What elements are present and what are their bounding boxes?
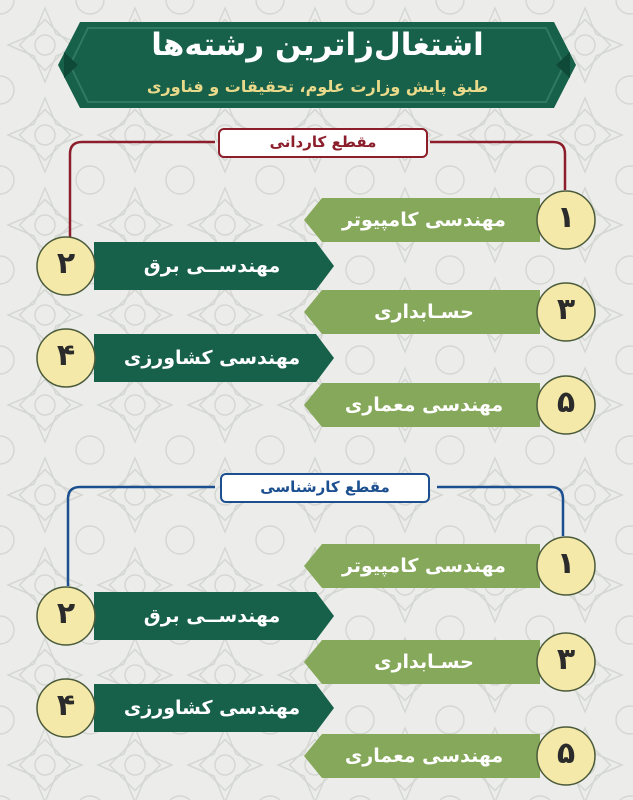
list-item-bachelor-5: [300, 726, 597, 786]
item-label: مهندسی معماری: [344, 394, 504, 416]
item-number: ۳: [556, 642, 576, 677]
item-label: حسـابداری: [374, 301, 474, 323]
item-number: ۲: [56, 246, 76, 281]
item-label: مهندسی کامپیوتر: [342, 209, 506, 231]
section-label-bachelor: مقطع کارشناسی: [220, 473, 430, 503]
list-item-associate-1: [300, 190, 597, 250]
list-item-bachelor-2: [36, 586, 338, 646]
item-number: ۱: [556, 546, 576, 581]
list-item-bachelor-1: [300, 536, 597, 596]
item-number: ۴: [56, 338, 76, 373]
list-item-bachelor-4: [36, 678, 338, 738]
list-item-associate-3: [300, 282, 597, 342]
item-label: مهندسی معماری: [344, 745, 504, 767]
item-label: مهندسی کامپیوتر: [342, 555, 506, 577]
item-label: مهندســی برق: [143, 255, 281, 277]
page-title: اشتغال‌زاترین رشته‌ها: [151, 27, 484, 63]
item-number: ۲: [56, 596, 76, 631]
list-item-associate-5: [300, 375, 597, 435]
item-number: ۳: [556, 292, 576, 327]
section-label-associate: مقطع کاردانی: [218, 128, 428, 158]
list-item-associate-2: [36, 236, 338, 296]
item-label: مهندسی کشاورزی: [123, 697, 301, 719]
item-number: ۵: [556, 385, 576, 420]
item-label: مهندســی برق: [143, 605, 281, 627]
list-item-bachelor-3: [300, 632, 597, 692]
list-item-associate-4: [36, 328, 338, 388]
item-label: حسـابداری: [374, 651, 474, 673]
page-subtitle: طبق پایش وزارت علوم، تحقیقات و فناوری: [146, 77, 489, 96]
item-number: ۴: [56, 688, 76, 723]
item-label: مهندسی کشاورزی: [123, 347, 301, 369]
item-number: ۵: [556, 736, 576, 771]
item-number: ۱: [556, 200, 576, 235]
